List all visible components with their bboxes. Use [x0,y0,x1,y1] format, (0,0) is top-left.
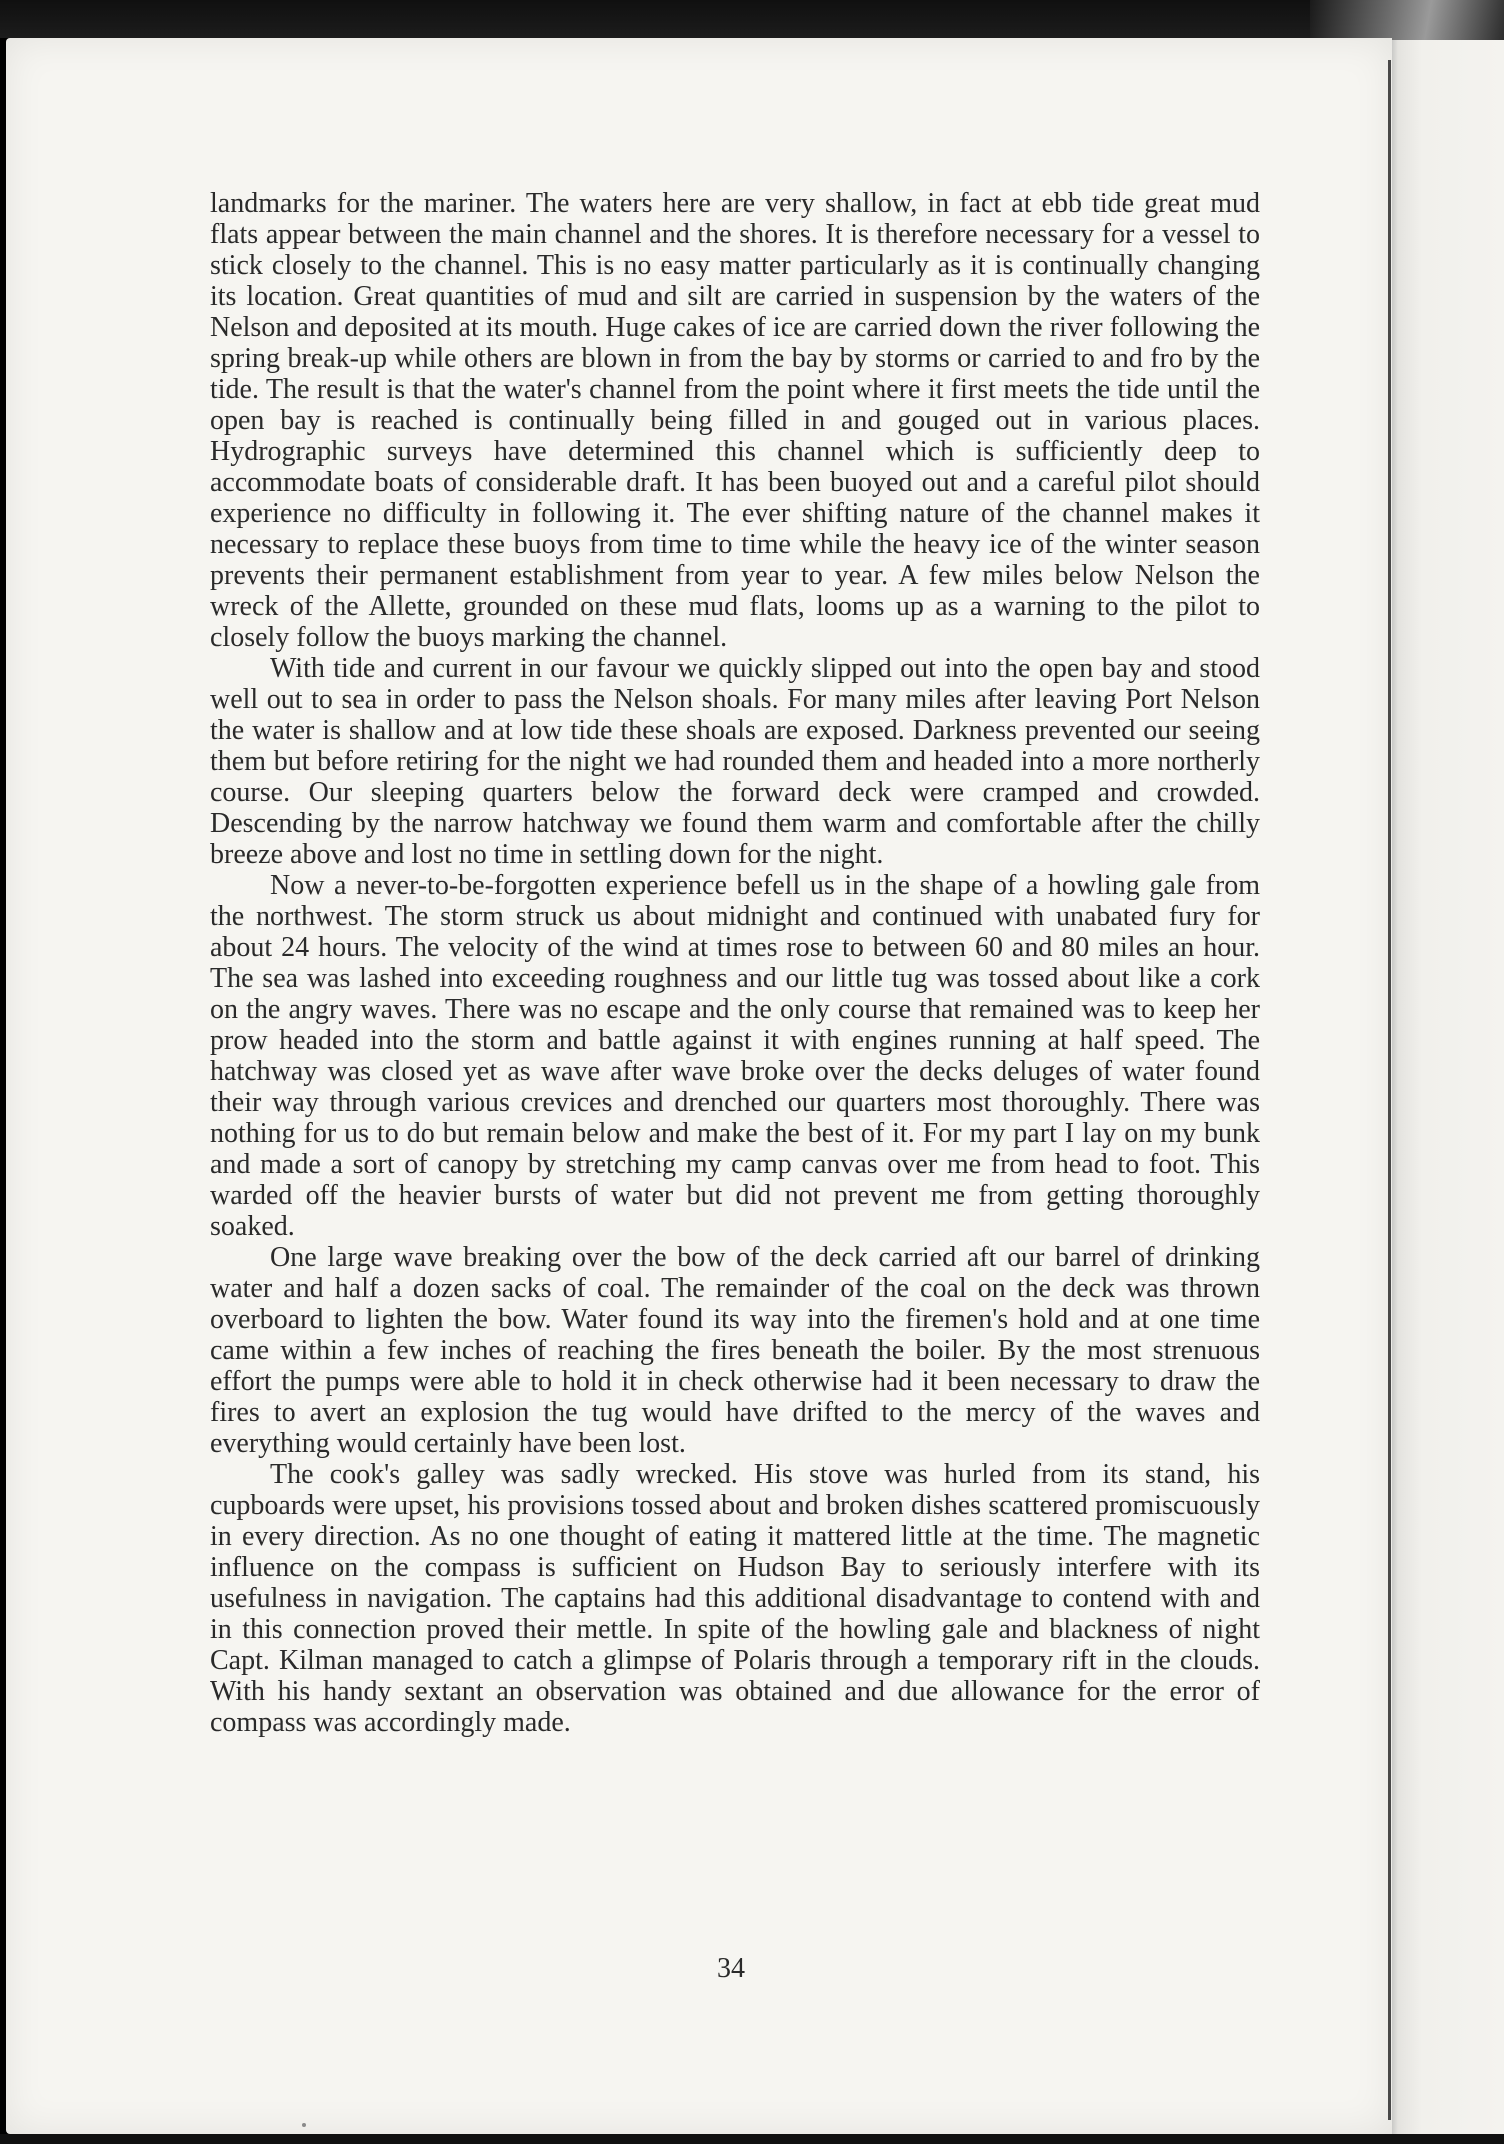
scan-bottom-border [0,2134,1504,2144]
book-page [6,38,1392,2134]
paragraph-1: landmarks for the mariner. The waters here are very shallow, in fact at ebb tide great mud flats appear between the main channel and the shores. It is therefore necessary for a vessel to stick closely to the channel. This is no easy matter particularly as it is continually changing its location. Great quantities of mud and silt are carried in suspension by the waters of the Nelson and deposited at its mouth. Huge cakes of ice are carried down the river following the spring break-up while others are blown in from the bay by storms or carried to and fro by the tide. The result is that the water's channel from the point where it first meets the tide until the open bay is reached is continually being filled in and gouged out in various places. Hydrographic surveys have determined this channel which is sufficiently deep to accommodate boats of considerable draft. It has been buoyed out and a careful pilot should experience no difficulty in following it. The ever shifting nature of the channel makes it necessary to replace these buoys from time to time while the heavy ice of the winter season prevents their permanent establishment from year to year. A few miles below Nelson the wreck of the Allette, grounded on these mud flats, looms up as a warning to the pilot to closely follow the buoys marking the channel. [210,188,1260,653]
paragraph-3: Now a never-to-be-forgotten experience befell us in the shape of a howling gale from the northwest. The storm struck us about midnight and continued with unabated fury for about 24 hours. The velocity of the wind at times rose to between 60 and 80 miles an hour. The sea was lashed into exceeding roughness and our little tug was tossed about like a cork on the angry waves. There was no escape and the only course that remained was to keep her prow headed into the storm and battle against it with engines running at half speed. The hatchway was closed yet as wave after wave broke over the decks deluges of water found their way through various crevices and drenched our quarters most thoroughly. There was nothing for us to do but remain below and make the best of it. For my part I lay on my bunk and made a sort of canopy by stretching my camp canvas over me from head to foot. This warded off the heavier bursts of water but did not prevent me from getting thoroughly soaked. [210,870,1260,1242]
page-fold-shadow [1388,60,1391,2120]
scan-top-border [0,0,1504,38]
adjacent-page-edge [1392,40,1504,2134]
paragraph-4: One large wave breaking over the bow of the deck carried aft our barrel of drinking water and half a dozen sacks of coal. The remainder of the coal on the deck was thrown overboard to lighten the bow. Water found its way into the firemen's hold and at one time came within a few inches of reaching the fires beneath the boiler. By the most strenuous effort the pumps were able to hold it in check otherwise had it been necessary to draw the fires to avert an explosion the tug would have drifted to the mercy of the waves and everything would certainly have been lost. [210,1242,1260,1459]
dust-speck [302,2123,306,2127]
body-text [210,188,1260,1738]
paragraph-2: With tide and current in our favour we quickly slipped out into the open bay and stood well out to sea in order to pass the Nelson shoals. For many miles after leaving Port Nelson the water is shallow and at low tide these shoals are exposed. Darkness prevented our seeing them but before retiring for the night we had rounded them and headed into a more northerly course. Our sleeping quarters below the forward deck were cramped and crowded. Descending by the narrow hatchway we found them warm and comfortable after the chilly breeze above and lost no time in settling down for the night. [210,653,1260,870]
page-number: 34 [717,1953,745,1984]
paragraph-5: The cook's galley was sadly wrecked. His stove was hurled from its stand, his cupboards were upset, his provisions tossed about and broken dishes scattered promiscuously in every direction. As no one thought of eating it mattered little at the time. The magnetic influence on the compass is sufficient on Hudson Bay to seriously interfere with its usefulness in navigation. The captains had this additional disadvantage to contend with and in this connection proved their mettle. In spite of the howling gale and blackness of night Capt. Kilman managed to catch a glimpse of Polaris through a temporary rift in the clouds. With his handy sextant an observation was obtained and due allowance for the error of compass was accordingly made. [210,1459,1260,1738]
